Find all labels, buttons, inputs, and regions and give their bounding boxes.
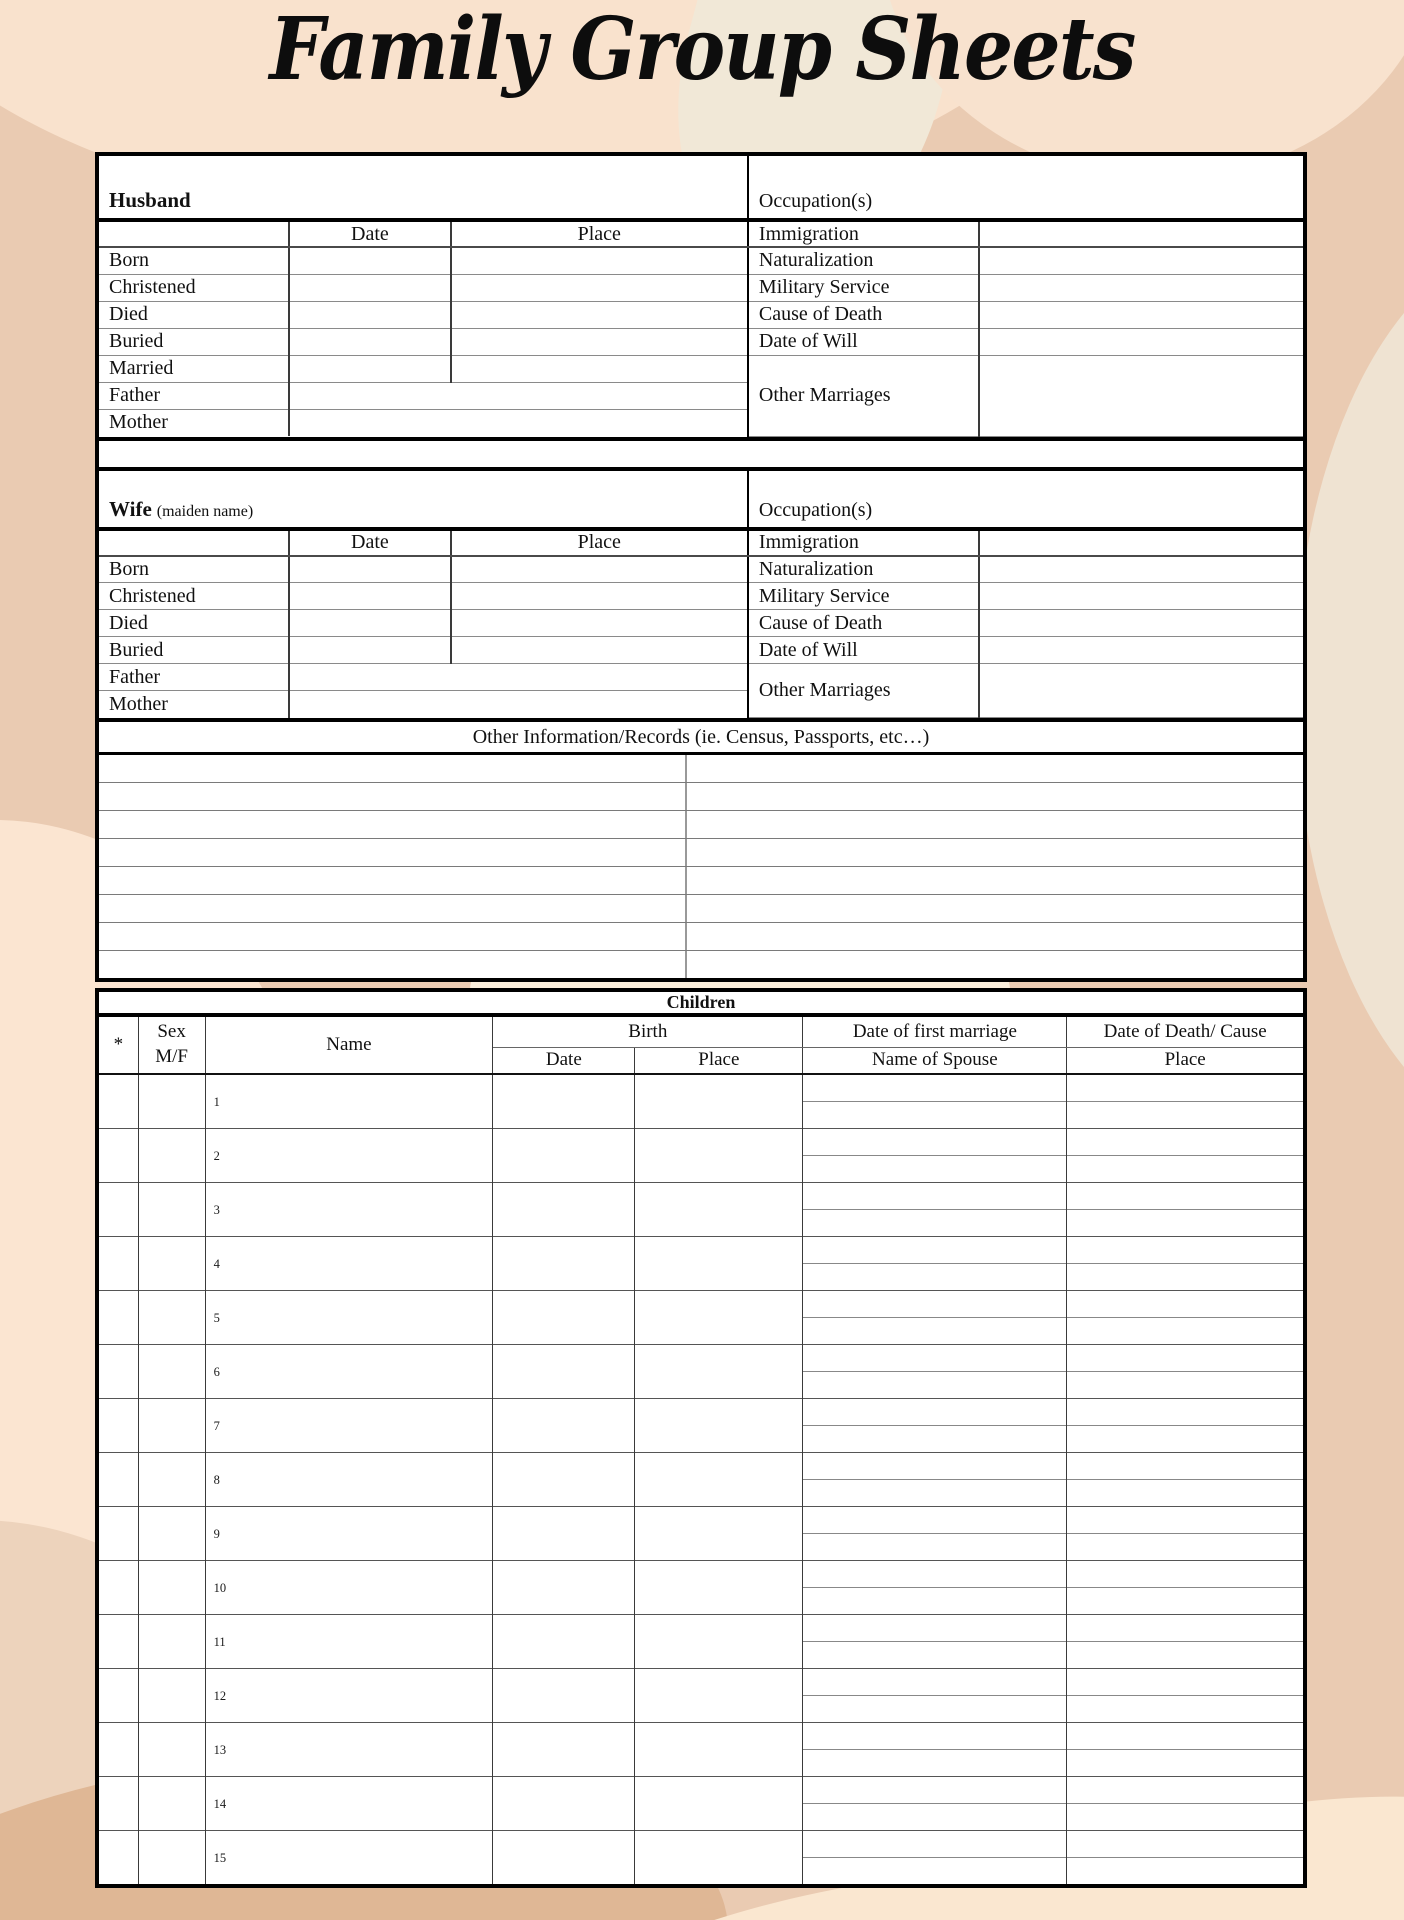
child-13-sex-field[interactable]	[138, 1722, 205, 1776]
child-8-marriage-date-field[interactable]	[803, 1452, 1067, 1479]
child-row-number: 7	[213, 1419, 220, 1433]
child-5-spouse-name-field[interactable]	[803, 1317, 1067, 1344]
child-11-birth-place-field[interactable]	[635, 1614, 803, 1668]
wife-christened-label: Christened	[99, 583, 289, 610]
child-7-spouse-name-field[interactable]	[803, 1425, 1067, 1452]
child-5-death-date-field[interactable]	[1067, 1290, 1303, 1317]
child-13-death-place-field[interactable]	[1067, 1749, 1303, 1776]
child-11-star-field[interactable]	[99, 1614, 138, 1668]
child-row-15	[99, 1830, 1303, 1857]
child-8-spouse-name-field[interactable]	[803, 1479, 1067, 1506]
child-15-name-field[interactable]	[205, 1830, 493, 1884]
wife-born-label: Born	[99, 556, 289, 583]
husband-buried-place-field[interactable]	[451, 328, 748, 355]
husband-buried-date-field[interactable]	[289, 328, 450, 355]
child-9-sex-field[interactable]	[138, 1506, 205, 1560]
wife-died-label: Died	[99, 610, 289, 637]
child-3-sex-field[interactable]	[138, 1182, 205, 1236]
child-2-name-field[interactable]	[205, 1128, 493, 1182]
other-info-column-divider	[685, 895, 687, 922]
child-1-birth-place-field[interactable]	[635, 1074, 803, 1128]
child-12-death-date-field[interactable]	[1067, 1668, 1303, 1695]
child-row-number: 9	[213, 1527, 220, 1541]
other-info-blank-line[interactable]	[99, 867, 1303, 895]
other-info-blank-line[interactable]	[99, 783, 1303, 811]
husband-corner-cell	[99, 220, 289, 247]
children-rows	[99, 1074, 1303, 1884]
wife-cause-of-death-label: Cause of Death	[748, 610, 979, 637]
child-row-13	[99, 1722, 1303, 1749]
page-title: Family Group Sheets	[269, 0, 1135, 100]
wife-died-date-field[interactable]	[289, 610, 450, 637]
child-row-number: 6	[213, 1365, 220, 1379]
children-name-header: Name	[205, 1017, 493, 1074]
wife-christened-place-field[interactable]	[451, 583, 748, 610]
child-1-death-place-field[interactable]	[1067, 1101, 1303, 1128]
child-row-number: 8	[213, 1473, 220, 1487]
husband-died-label: Died	[99, 301, 289, 328]
child-row-number: 11	[213, 1635, 226, 1649]
child-6-star-field[interactable]	[99, 1344, 138, 1398]
child-14-birth-place-field[interactable]	[635, 1776, 803, 1830]
child-4-sex-field[interactable]	[138, 1236, 205, 1290]
children-sex-header: Sex M/F	[138, 1017, 205, 1074]
husband-father-field[interactable]	[289, 382, 748, 409]
wife-military-service-label: Military Service	[748, 583, 979, 610]
child-11-name-field[interactable]	[205, 1614, 493, 1668]
other-info-blank-line[interactable]	[99, 839, 1303, 867]
child-4-spouse-name-field[interactable]	[803, 1263, 1067, 1290]
children-birth-header: Birth	[493, 1017, 803, 1047]
child-4-death-date-field[interactable]	[1067, 1236, 1303, 1263]
child-row-number: 5	[213, 1311, 220, 1325]
husband-born-place-field[interactable]	[451, 247, 748, 274]
child-3-spouse-name-field[interactable]	[803, 1209, 1067, 1236]
child-4-birth-place-field[interactable]	[635, 1236, 803, 1290]
child-row-11	[99, 1614, 1303, 1641]
husband-other-marriages-field[interactable]	[979, 355, 1303, 436]
child-11-sex-field[interactable]	[138, 1614, 205, 1668]
husband-christened-label: Christened	[99, 274, 289, 301]
child-14-spouse-name-field[interactable]	[803, 1803, 1067, 1830]
child-row-1	[99, 1074, 1303, 1101]
husband-christened-place-field[interactable]	[451, 274, 748, 301]
child-1-name-field[interactable]	[205, 1074, 493, 1128]
child-11-death-place-field[interactable]	[1067, 1641, 1303, 1668]
child-12-birth-date-field[interactable]	[493, 1668, 635, 1722]
child-3-birth-date-field[interactable]	[493, 1182, 635, 1236]
child-4-star-field[interactable]	[99, 1236, 138, 1290]
child-8-death-place-field[interactable]	[1067, 1479, 1303, 1506]
child-6-birth-place-field[interactable]	[635, 1344, 803, 1398]
child-3-death-date-field[interactable]	[1067, 1182, 1303, 1209]
child-3-star-field[interactable]	[99, 1182, 138, 1236]
children-form-sheet	[95, 988, 1307, 1888]
wife-date-header: Date	[289, 529, 450, 556]
wife-born-place-field[interactable]	[451, 556, 748, 583]
child-5-sex-field[interactable]	[138, 1290, 205, 1344]
other-info-column-divider	[685, 783, 687, 810]
child-15-spouse-name-field[interactable]	[803, 1857, 1067, 1884]
child-9-marriage-date-field[interactable]	[803, 1506, 1067, 1533]
other-info-column-divider	[685, 867, 687, 894]
husband-military-service-field[interactable]	[979, 274, 1303, 301]
husband-christened-date-field[interactable]	[289, 274, 450, 301]
child-3-birth-place-field[interactable]	[635, 1182, 803, 1236]
child-8-birth-date-field[interactable]	[493, 1452, 635, 1506]
husband-died-place-field[interactable]	[451, 301, 748, 328]
husband-naturalization-label: Naturalization	[748, 247, 979, 274]
child-10-star-field[interactable]	[99, 1560, 138, 1614]
child-10-sex-field[interactable]	[138, 1560, 205, 1614]
child-9-star-field[interactable]	[99, 1506, 138, 1560]
husband-section-title: Husband	[99, 156, 748, 220]
child-7-name-field[interactable]	[205, 1398, 493, 1452]
children-star-header: *	[99, 1017, 138, 1074]
wife-section-title: Wife (maiden name)	[99, 471, 748, 529]
husband-military-service-label: Military Service	[748, 274, 979, 301]
child-9-spouse-name-field[interactable]	[803, 1533, 1067, 1560]
child-1-sex-field[interactable]	[138, 1074, 205, 1128]
wife-died-place-field[interactable]	[451, 610, 748, 637]
wife-naturalization-field[interactable]	[979, 556, 1303, 583]
wife-buried-date-field[interactable]	[289, 637, 450, 664]
child-6-marriage-date-field[interactable]	[803, 1344, 1067, 1371]
child-10-birth-date-field[interactable]	[493, 1560, 635, 1614]
child-row-number: 15	[213, 1851, 227, 1866]
child-8-death-date-field[interactable]	[1067, 1452, 1303, 1479]
child-14-sex-field[interactable]	[138, 1776, 205, 1830]
other-info-column-divider	[685, 951, 687, 978]
child-row-2	[99, 1128, 1303, 1155]
husband-married-label: Married	[99, 355, 289, 382]
child-13-spouse-name-field[interactable]	[803, 1749, 1067, 1776]
other-info-blank-line[interactable]	[99, 811, 1303, 839]
child-8-sex-field[interactable]	[138, 1452, 205, 1506]
child-3-death-place-field[interactable]	[1067, 1209, 1303, 1236]
child-4-marriage-date-field[interactable]	[803, 1236, 1067, 1263]
husband-mother-label: Mother	[99, 409, 289, 436]
child-1-spouse-name-field[interactable]	[803, 1101, 1067, 1128]
child-10-death-date-field[interactable]	[1067, 1560, 1303, 1587]
husband-immigration-field[interactable]	[979, 220, 1303, 247]
child-row-number: 2	[213, 1149, 220, 1163]
child-7-death-date-field[interactable]	[1067, 1398, 1303, 1425]
child-2-birth-date-field[interactable]	[493, 1128, 635, 1182]
child-10-spouse-name-field[interactable]	[803, 1587, 1067, 1614]
child-5-name-field[interactable]	[205, 1290, 493, 1344]
child-8-star-field[interactable]	[99, 1452, 138, 1506]
child-9-birth-date-field[interactable]	[493, 1506, 635, 1560]
child-11-marriage-date-field[interactable]	[803, 1614, 1067, 1641]
child-14-death-date-field[interactable]	[1067, 1776, 1303, 1803]
child-9-death-place-field[interactable]	[1067, 1533, 1303, 1560]
child-7-birth-place-field[interactable]	[635, 1398, 803, 1452]
wife-buried-place-field[interactable]	[451, 637, 748, 664]
child-11-death-date-field[interactable]	[1067, 1614, 1303, 1641]
wife-naturalization-label: Naturalization	[748, 556, 979, 583]
wife-mother-field[interactable]	[289, 691, 748, 718]
child-14-death-place-field[interactable]	[1067, 1803, 1303, 1830]
husband-cause-of-death-label: Cause of Death	[748, 301, 979, 328]
wife-cause-of-death-field[interactable]	[979, 610, 1303, 637]
children-birth-date-header: Date	[493, 1047, 635, 1074]
child-5-birth-place-field[interactable]	[635, 1290, 803, 1344]
child-10-birth-place-field[interactable]	[635, 1560, 803, 1614]
other-info-blank-line[interactable]	[99, 923, 1303, 951]
wife-christened-date-field[interactable]	[289, 583, 450, 610]
child-14-name-field[interactable]	[205, 1776, 493, 1830]
child-6-death-date-field[interactable]	[1067, 1344, 1303, 1371]
wife-military-service-field[interactable]	[979, 583, 1303, 610]
child-13-birth-place-field[interactable]	[635, 1722, 803, 1776]
child-14-marriage-date-field[interactable]	[803, 1776, 1067, 1803]
child-9-name-field[interactable]	[205, 1506, 493, 1560]
wife-date-of-will-field[interactable]	[979, 637, 1303, 664]
child-13-death-date-field[interactable]	[1067, 1722, 1303, 1749]
husband-table	[99, 156, 1303, 437]
wife-father-field[interactable]	[289, 664, 748, 691]
children-marriage-header: Date of first marriage	[803, 1017, 1067, 1047]
child-10-death-place-field[interactable]	[1067, 1587, 1303, 1614]
other-info-column-divider	[685, 923, 687, 950]
wife-date-of-will-label: Date of Will	[748, 637, 979, 664]
husband-father-label: Father	[99, 382, 289, 409]
husband-cause-of-death-field[interactable]	[979, 301, 1303, 328]
child-4-name-field[interactable]	[205, 1236, 493, 1290]
child-5-death-place-field[interactable]	[1067, 1317, 1303, 1344]
child-15-birth-date-field[interactable]	[493, 1830, 635, 1884]
husband-other-marriages-label: Other Marriages	[748, 355, 979, 436]
child-8-birth-place-field[interactable]	[635, 1452, 803, 1506]
child-row-5	[99, 1290, 1303, 1317]
child-4-death-place-field[interactable]	[1067, 1263, 1303, 1290]
child-9-birth-place-field[interactable]	[635, 1506, 803, 1560]
husband-born-label: Born	[99, 247, 289, 274]
husband-occupations-label: Occupation(s)	[748, 156, 1303, 220]
other-info-column-divider	[685, 839, 687, 866]
child-12-spouse-name-field[interactable]	[803, 1695, 1067, 1722]
child-row-10	[99, 1560, 1303, 1587]
child-1-death-date-field[interactable]	[1067, 1074, 1303, 1101]
children-table	[99, 1017, 1303, 1884]
child-2-sex-field[interactable]	[138, 1128, 205, 1182]
child-row-number: 10	[213, 1581, 227, 1595]
other-info-blank-line[interactable]	[99, 755, 1303, 783]
other-info-lines	[99, 755, 1303, 978]
wife-other-marriages-field[interactable]	[979, 664, 1303, 718]
child-15-star-field[interactable]	[99, 1830, 138, 1884]
child-row-6	[99, 1344, 1303, 1371]
wife-mother-label: Mother	[99, 691, 289, 718]
child-6-name-field[interactable]	[205, 1344, 493, 1398]
child-2-star-field[interactable]	[99, 1128, 138, 1182]
child-12-star-field[interactable]	[99, 1668, 138, 1722]
child-row-number: 1	[213, 1095, 220, 1110]
child-7-star-field[interactable]	[99, 1398, 138, 1452]
children-spouse-header: Name of Spouse	[803, 1047, 1067, 1074]
child-2-death-date-field[interactable]	[1067, 1128, 1303, 1155]
child-8-name-field[interactable]	[205, 1452, 493, 1506]
child-15-marriage-date-field[interactable]	[803, 1830, 1067, 1857]
child-7-death-place-field[interactable]	[1067, 1425, 1303, 1452]
child-2-birth-place-field[interactable]	[635, 1128, 803, 1182]
husband-married-date-field[interactable]	[289, 355, 450, 382]
child-row-14	[99, 1776, 1303, 1803]
background-blob	[1295, 240, 1404, 1140]
child-15-death-date-field[interactable]	[1067, 1830, 1303, 1857]
section-divider-gap	[99, 437, 1303, 471]
child-row-4	[99, 1236, 1303, 1263]
child-12-name-field[interactable]	[205, 1668, 493, 1722]
child-12-death-place-field[interactable]	[1067, 1695, 1303, 1722]
child-13-star-field[interactable]	[99, 1722, 138, 1776]
child-row-number: 4	[213, 1257, 220, 1271]
wife-table	[99, 471, 1303, 719]
husband-place-header: Place	[451, 220, 748, 247]
child-row-7	[99, 1398, 1303, 1425]
child-row-9	[99, 1506, 1303, 1533]
parents-form-sheet	[95, 152, 1307, 982]
child-row-number: 13	[213, 1743, 227, 1757]
child-14-star-field[interactable]	[99, 1776, 138, 1830]
children-death-place-header: Place	[1067, 1047, 1303, 1074]
husband-married-place-field[interactable]	[451, 355, 748, 382]
child-row-number: 3	[213, 1203, 220, 1217]
wife-occupations-label: Occupation(s)	[748, 471, 1303, 529]
husband-naturalization-field[interactable]	[979, 247, 1303, 274]
child-15-death-place-field[interactable]	[1067, 1857, 1303, 1884]
child-row-8	[99, 1452, 1303, 1479]
child-1-marriage-date-field[interactable]	[803, 1074, 1067, 1101]
children-birth-place-header: Place	[635, 1047, 803, 1074]
child-row-number: 12	[213, 1689, 227, 1703]
child-12-sex-field[interactable]	[138, 1668, 205, 1722]
wife-corner-cell	[99, 529, 289, 556]
children-death-header: Date of Death/ Cause	[1067, 1017, 1303, 1047]
husband-date-header: Date	[289, 220, 450, 247]
children-section-title: Children	[99, 992, 1303, 1017]
husband-immigration-label: Immigration	[748, 220, 979, 247]
child-6-spouse-name-field[interactable]	[803, 1371, 1067, 1398]
child-2-marriage-date-field[interactable]	[803, 1128, 1067, 1155]
husband-date-of-will-field[interactable]	[979, 328, 1303, 355]
child-3-name-field[interactable]	[205, 1182, 493, 1236]
child-1-birth-date-field[interactable]	[493, 1074, 635, 1128]
child-7-marriage-date-field[interactable]	[803, 1398, 1067, 1425]
child-10-marriage-date-field[interactable]	[803, 1560, 1067, 1587]
child-9-death-date-field[interactable]	[1067, 1506, 1303, 1533]
wife-buried-label: Buried	[99, 637, 289, 664]
child-13-name-field[interactable]	[205, 1722, 493, 1776]
child-11-birth-date-field[interactable]	[493, 1614, 635, 1668]
child-6-death-place-field[interactable]	[1067, 1371, 1303, 1398]
child-13-marriage-date-field[interactable]	[803, 1722, 1067, 1749]
husband-died-date-field[interactable]	[289, 301, 450, 328]
child-6-sex-field[interactable]	[138, 1344, 205, 1398]
child-row-12	[99, 1668, 1303, 1695]
child-11-spouse-name-field[interactable]	[803, 1641, 1067, 1668]
husband-mother-field[interactable]	[289, 409, 748, 436]
child-12-birth-place-field[interactable]	[635, 1668, 803, 1722]
wife-father-label: Father	[99, 664, 289, 691]
child-4-birth-date-field[interactable]	[493, 1236, 635, 1290]
child-13-birth-date-field[interactable]	[493, 1722, 635, 1776]
wife-immigration-field[interactable]	[979, 529, 1303, 556]
child-row-3	[99, 1182, 1303, 1209]
child-row-number: 14	[213, 1797, 227, 1811]
wife-maiden-name-label: (maiden name)	[156, 502, 254, 520]
child-1-star-field[interactable]	[99, 1074, 138, 1128]
other-info-header: Other Information/Records (ie. Census, Passports, etc…)	[99, 718, 1303, 755]
child-6-birth-date-field[interactable]	[493, 1344, 635, 1398]
other-info-blank-line[interactable]	[99, 951, 1303, 978]
child-2-death-place-field[interactable]	[1067, 1155, 1303, 1182]
other-info-column-divider	[685, 755, 687, 782]
child-10-name-field[interactable]	[205, 1560, 493, 1614]
wife-immigration-label: Immigration	[748, 529, 979, 556]
husband-date-of-will-label: Date of Will	[748, 328, 979, 355]
wife-born-date-field[interactable]	[289, 556, 450, 583]
child-7-sex-field[interactable]	[138, 1398, 205, 1452]
child-12-marriage-date-field[interactable]	[803, 1668, 1067, 1695]
child-14-birth-date-field[interactable]	[493, 1776, 635, 1830]
wife-place-header: Place	[451, 529, 748, 556]
child-15-sex-field[interactable]	[138, 1830, 205, 1884]
child-7-birth-date-field[interactable]	[493, 1398, 635, 1452]
wife-other-marriages-label: Other Marriages	[748, 664, 979, 718]
child-5-birth-date-field[interactable]	[493, 1290, 635, 1344]
child-5-marriage-date-field[interactable]	[803, 1290, 1067, 1317]
child-3-marriage-date-field[interactable]	[803, 1182, 1067, 1209]
child-2-spouse-name-field[interactable]	[803, 1155, 1067, 1182]
child-15-birth-place-field[interactable]	[635, 1830, 803, 1884]
child-5-star-field[interactable]	[99, 1290, 138, 1344]
other-info-column-divider	[685, 811, 687, 838]
other-info-blank-line[interactable]	[99, 895, 1303, 923]
husband-buried-label: Buried	[99, 328, 289, 355]
husband-born-date-field[interactable]	[289, 247, 450, 274]
